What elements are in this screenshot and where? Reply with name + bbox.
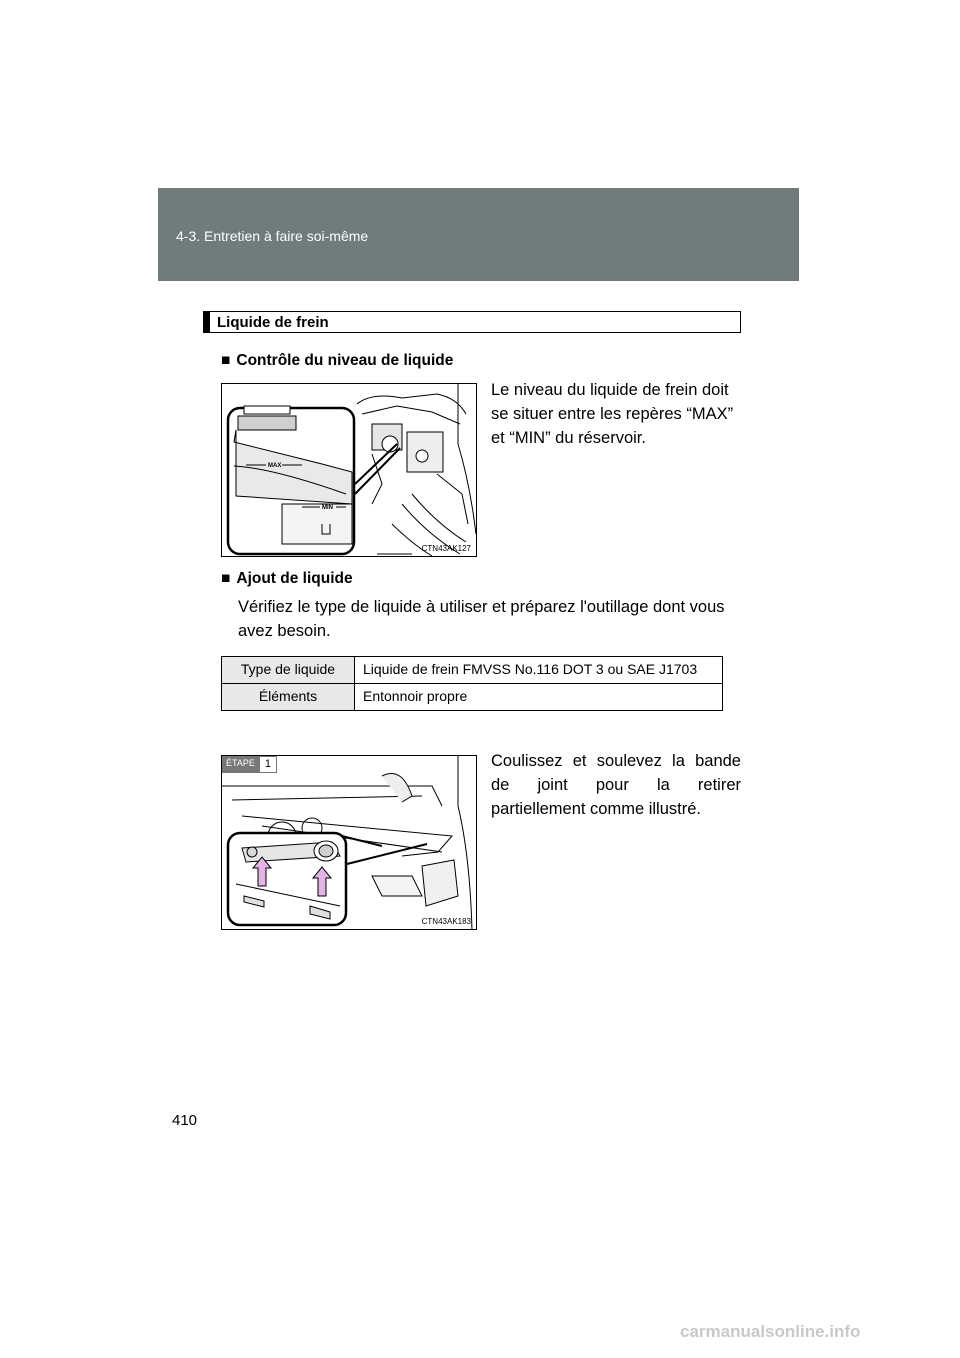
check-line-1: Le niveau du liquide de frein doit (491, 381, 729, 399)
step-tag-number: 1 (259, 756, 277, 773)
square-bullet-icon: ■ (221, 570, 231, 587)
subheading-check (221, 352, 453, 370)
figure-step1 (221, 755, 477, 930)
square-bullet-icon: ■ (221, 352, 231, 369)
table-row (222, 657, 723, 684)
heading-bar (204, 312, 210, 332)
step-tag (222, 756, 277, 773)
table-label-cell: Éléments (222, 684, 355, 711)
seal-strip-illustration (222, 756, 477, 930)
figure-code: CTN43AK127 (421, 544, 471, 553)
page-number: 410 (172, 1112, 198, 1129)
check-line-2: se situer entre les repères “MAX” (491, 405, 734, 423)
step-tag-word: ÉTAPE (222, 756, 259, 773)
check-line-3: et “MIN” du réservoir. (491, 429, 646, 447)
header-band (158, 188, 799, 281)
add-paragraph: Vérifiez le type de liquide à utiliser et préparez l'outillage dont vous avez besoin. (238, 598, 725, 640)
subheading-add-text: Ajout de liquide (236, 570, 353, 587)
table-value-cell: Liquide de frein FMVSS No.116 DOT 3 ou SAE J1703 (355, 657, 723, 684)
section-heading-text: Liquide de frein (217, 314, 329, 331)
section-title: 4-3. Entretien à faire soi-même (176, 228, 369, 244)
table-row (222, 684, 723, 711)
max-mark-label: MAX (268, 463, 282, 469)
subheading-add (221, 570, 353, 588)
table-value-cell: Entonnoir propre (355, 684, 723, 711)
section-heading (203, 311, 741, 333)
engine-bay-illustration (222, 384, 477, 557)
table-label-cell: Type de liquide (222, 657, 355, 684)
min-mark-label: MIN (322, 505, 333, 511)
check-paragraph (491, 378, 741, 450)
figure-code: CTN43AK183 (421, 917, 471, 926)
subheading-check-text: Contrôle du niveau de liquide (236, 352, 454, 369)
figure-brake-reservoir (221, 383, 477, 557)
fluid-table (221, 656, 723, 711)
watermark: carmanualsonline.info (680, 1322, 861, 1341)
step1-paragraph: Coulissez et soulevez la bande de joint pour la retirer partiellement comme illustré. (491, 752, 741, 818)
